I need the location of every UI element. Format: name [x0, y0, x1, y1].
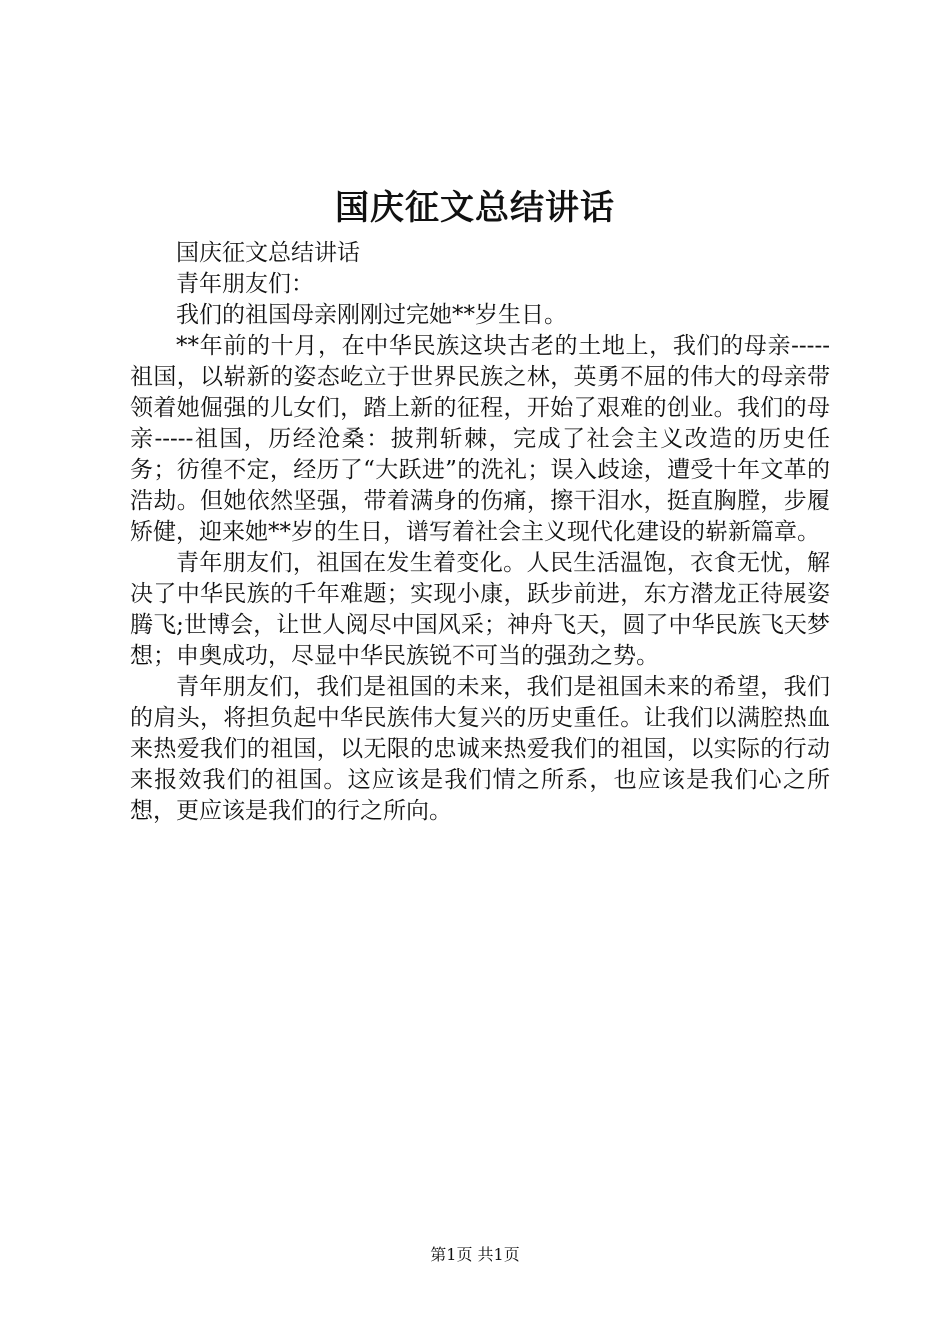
document-body: [130, 238, 830, 827]
page-number-footer: 第1页 共1页: [430, 1245, 520, 1264]
paragraph-opening: 我们的祖国母亲刚刚过完她**岁生日。: [176, 302, 567, 328]
paragraph-future: 青年朋友们，我们是祖国的未来，我们是祖国未来的希望，我们的肩头，将担负起中华民族伟大复兴的历史重任。让我们以满腔热血来热爱我们的祖国，以无限的忠诚来热爱我们的祖国，以实际的行动来报效我们的祖国。这应该是我们情之所系，也应该是我们心之所想，更应该是我们的行之所向。: [130, 674, 830, 824]
paragraph-history: **年前的十月，在中华民族这块古老的土地上，我们的母亲-----祖国，以崭新的姿态屹立于世界民族之林，英勇不屈的伟大的母亲带领着她倔强的儿女们，踏上新的征程，开始了艰难的创业。我们的母亲-----祖国，历经沧桑：披荆斩棘，完成了社会主义改造的历史任务；彷徨不定，经历了“大跃进”的洗礼；误入歧途，遭受十年文革的浩劫。但她依然坚强，带着满身的伤痛，擦干泪水，挺直胸膛，步履矫健，迎来她**岁的生日，谱写着社会主义现代化建设的崭新篇章。: [130, 333, 830, 545]
paragraph-salutation: 青年朋友们：: [176, 271, 314, 297]
document-title: 国庆征文总结讲话: [335, 188, 615, 228]
paragraph-changes: 青年朋友们，祖国在发生着变化。人民生活温饱，衣食无忧，解决了中华民族的千年难题；实现小康，跃步前进，东方潜龙正待展姿腾飞;世博会，让世人阅尽中国风采；神舟飞天，圆了中华民族飞天梦想；申奥成功，尽显中华民族锐不可当的强劲之势。: [130, 550, 830, 669]
paragraph-subtitle: 国庆征文总结讲话: [176, 240, 360, 266]
